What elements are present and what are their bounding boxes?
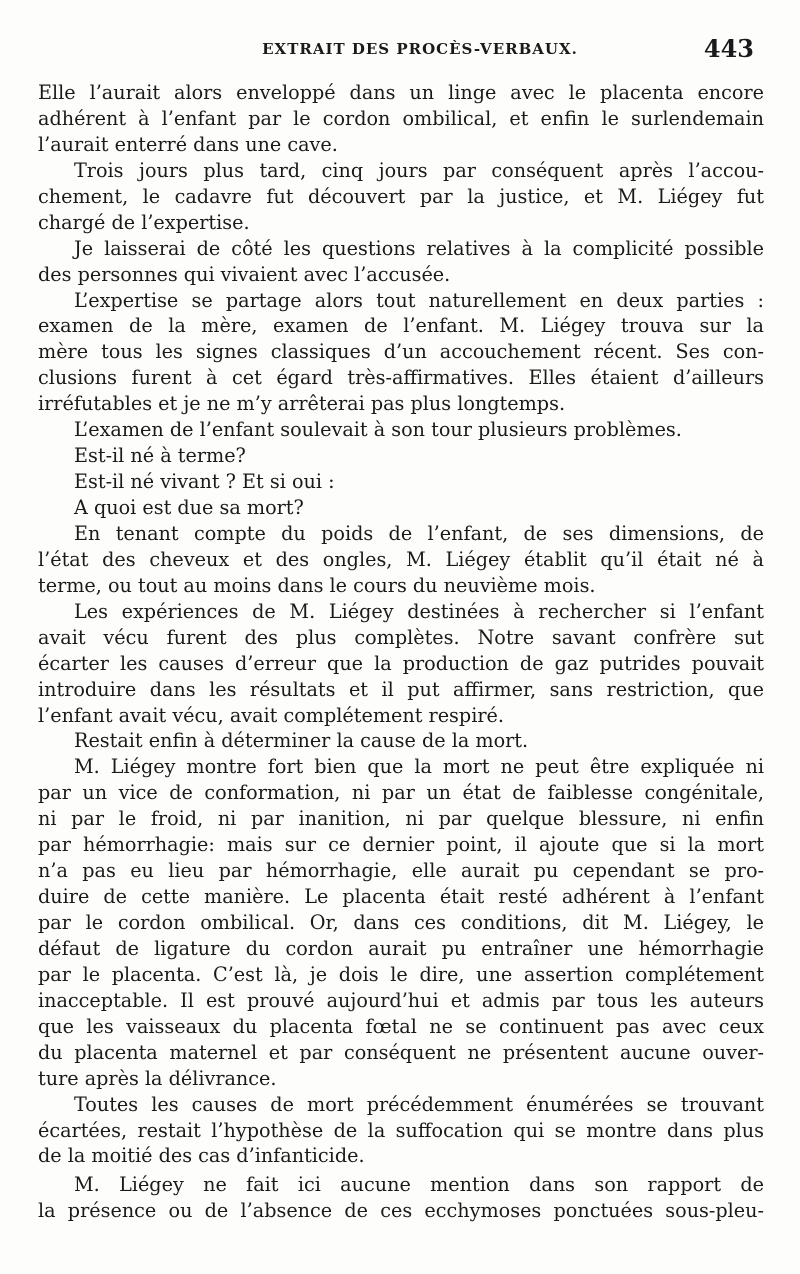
- page-number: 443: [703, 34, 754, 63]
- text-line: Toutes les causes de mort précédemment énumérées se trouvant: [74, 1092, 764, 1116]
- running-head: EXTRAIT DES PROCÈS-VERBAUX.: [262, 40, 578, 58]
- text-line: A quoi est due sa mort?: [74, 496, 304, 519]
- text-line: l’enfant avait vécu, avait complétement respiré.: [38, 703, 504, 727]
- text-line: chement, le cadavre fut découvert par la justice, et M. Liégey fut: [38, 184, 764, 208]
- text-line: que les vaisseaux du placenta fœtal ne se continuent pas avec ceux: [38, 1014, 764, 1038]
- text-line: Les expériences de M. Liégey destinées à rechercher si l’enfant: [74, 599, 764, 623]
- text-line: avait vécu furent des plus complètes. Notre savant confrère sut: [38, 625, 764, 649]
- text-line: introduire dans les résultats et il put affirmer, sans restriction, que: [38, 677, 764, 701]
- text-line: irréfutables et je ne m’y arrêterai pas plus longtemps.: [38, 392, 566, 416]
- text-line: Je laisserai de côté les questions relatives à la complicité possible: [74, 236, 764, 260]
- text-line: duire de cette manière. Le placenta était resté adhérent à l’enfant: [38, 885, 764, 909]
- text-line: L’expertise se partage alors tout naturellement en deux parties :: [74, 288, 764, 312]
- text-line: L’examen de l’enfant soulevait à son tour plusieurs problèmes.: [74, 418, 682, 442]
- text-line: écarter les causes d’erreur que la production de gaz putrides pouvait: [38, 651, 764, 675]
- text-line: terme, ou tout au moins dans le cours du neuvième mois.: [38, 573, 596, 597]
- text-line: par un vice de conformation, ni par un état de faiblesse congénitale,: [38, 781, 764, 805]
- text-line: En tenant compte du poids de l’enfant, de ses dimensions, de: [74, 521, 764, 545]
- text-line: chargé de l’expertise.: [38, 210, 250, 234]
- text-line: Elle l’aurait alors enveloppé dans un linge avec le placenta encore: [38, 81, 764, 104]
- text-line: mère tous les signes classiques d’un accouchement récent. Ses con-: [38, 340, 764, 364]
- text-line: écartées, restait l’hypothèse de la suffocation qui se montre dans plus: [38, 1118, 764, 1142]
- text-line: la présence ou de l’absence de ces ecchymoses ponctuées sous-pleu-: [38, 1199, 764, 1223]
- text-line: Trois jours plus tard, cinq jours par conséquent après l’accou-: [74, 158, 764, 182]
- text-line: du placenta maternel et par conséquent ne présentent aucune ouver-: [38, 1040, 764, 1064]
- text-line: l’état des cheveux et des ongles, M. Liégey établit qu’il était né à: [38, 547, 764, 571]
- text-line: par hémorrhagie: mais sur ce dernier point, il ajoute que si la mort: [38, 833, 764, 857]
- text-line: examen de la mère, examen de l’enfant. M. Liégey trouva sur la: [38, 314, 764, 338]
- text-line: Est-il né à terme?: [74, 444, 246, 468]
- text-line: n’a pas eu lieu par hémorrhagie, elle aurait pu cependant se pro-: [38, 859, 764, 883]
- text-line: défaut de ligature du cordon aurait pu entraîner une hémorrhagie: [38, 936, 764, 960]
- text-line: ni par le froid, ni par inanition, ni par quelque blessure, ni enfin: [38, 807, 764, 831]
- page-header: [40, 34, 760, 70]
- text-line: inacceptable. Il est prouvé aujourd’hui et admis par tous les auteurs: [38, 988, 764, 1012]
- text-line: par le cordon ombilical. Or, dans ces conditions, dit M. Liégey, le: [38, 911, 764, 934]
- body-text: [38, 80, 764, 1224]
- text-line: de la moitié des cas d’infanticide.: [38, 1144, 365, 1168]
- text-line: Est-il né vivant ? Et si oui :: [74, 470, 335, 494]
- text-line: clusions furent à cet égard très-affirmatives. Elles étaient d’ailleurs: [38, 366, 764, 390]
- text-line: ture après la délivrance.: [38, 1066, 277, 1090]
- text-line: Restait enfin à déterminer la cause de la mort.: [74, 729, 529, 753]
- text-line: des personnes qui vivaient avec l’accusée.: [38, 262, 451, 286]
- text-line: M. Liégey ne fait ici aucune mention dans son rapport de: [74, 1173, 764, 1197]
- text-line: l’aurait enterré dans une cave.: [38, 132, 338, 156]
- text-line: par le placenta. C’est là, je dois le dire, une assertion complétement: [38, 962, 764, 986]
- text-line: adhérent à l’enfant par le cordon ombilical, et enfin le surlendemain: [38, 106, 764, 130]
- text-line: M. Liégey montre fort bien que la mort ne peut être expliquée ni: [74, 755, 764, 779]
